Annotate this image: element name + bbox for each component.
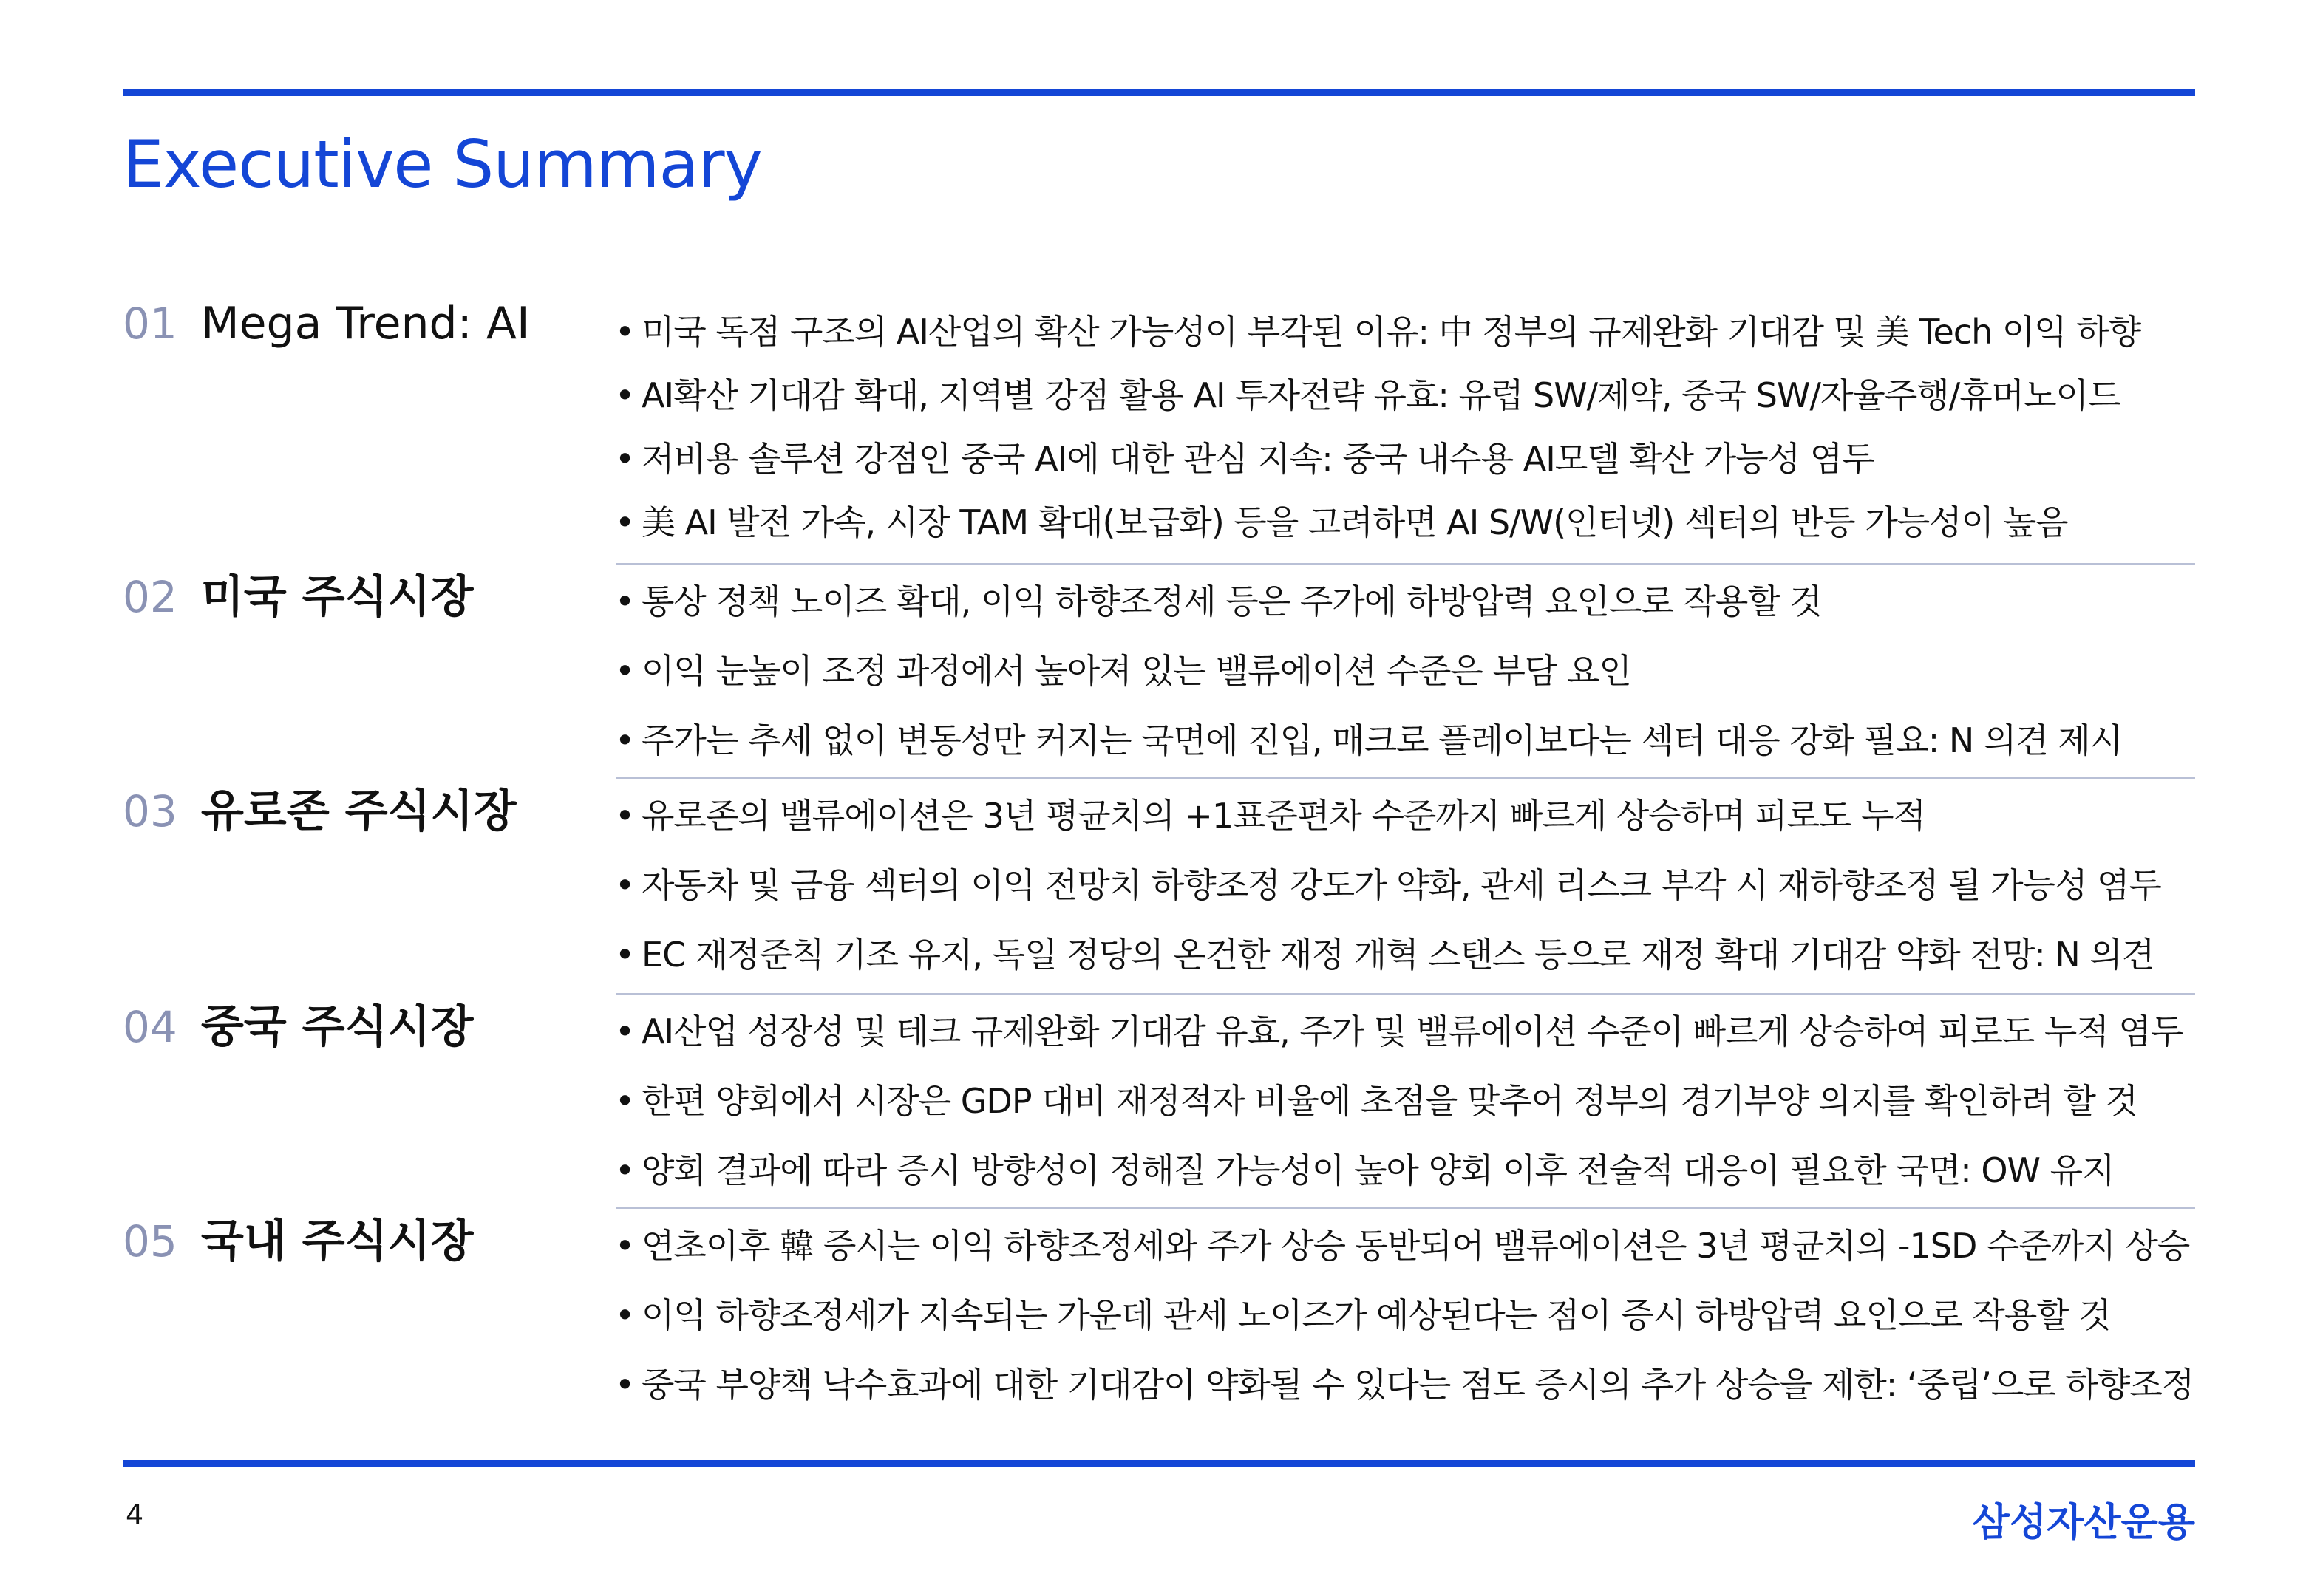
section-divider [616,563,2195,565]
bullet-item: • 자동차 및 금융 섹터의 이익 전망치 하향조정 강도가 약화, 관세 리스크 부각 시 재하향조정 될 가능성 염두 [615,856,2161,925]
brand-logo: 삼성자산운용 [1972,1501,2195,1545]
bullet-item: • AI확산 기대감 확대, 지역별 강점 활용 AI 투자전략 유효: 유럽 SW/제약, 중국 SW/자율주행/휴머노이드 [615,364,2140,427]
bottom-rule [123,1460,2195,1467]
bullet-item: • 유로존의 밸류에이션은 3년 평균치의 +1표준편차 수준까지 빠르게 상승하며 피로도 누적 [615,786,2161,856]
section-number: 02 [123,572,177,622]
bullet-item: • 주가는 추세 없이 변동성만 커지는 국면에 진입, 매크로 플레이보다는 섹터 대응 강화 필요: N 의견 제시 [615,711,2122,780]
section-divider [616,1207,2195,1209]
section-divider [616,777,2195,779]
bullet-item: • 저비용 솔루션 강점인 중국 AI에 대한 관심 지속: 중국 내수용 AI모델 확산 가능성 염두 [615,427,2140,491]
section-header [123,782,516,852]
section-number: 05 [123,1216,177,1266]
bullet-item: • 양회 결과에 따라 증시 방향성이 정해질 가능성이 높아 양회 이후 전술적 대응이 필요한 국면: OW 유지 [615,1141,2183,1210]
section-number: 01 [123,299,177,349]
section-label: 미국 주식시장 [200,571,474,623]
bullet-item: • 통상 정책 노이즈 확대, 이익 하향조정세 등은 주가에 하방압력 요인으로 작용할 것 [615,572,2122,641]
section-header [123,567,473,638]
section-label: 중국 주식시장 [200,1001,474,1053]
section-number: 03 [123,786,177,836]
bullet-item: • 한편 양회에서 시장은 GDP 대비 재정적자 비율에 초점을 맞추어 정부의 경기부양 의지를 확인하려 할 것 [615,1071,2183,1141]
section-label: 유로존 주식시장 [200,785,517,837]
bullet-list [615,1216,2194,1425]
bullet-list [615,1002,2183,1210]
section-divider [616,993,2195,995]
section-number: 04 [123,1002,177,1052]
section-label: 국내 주식시장 [200,1215,474,1267]
bullet-item: • 이익 눈높이 조정 과정에서 높아져 있는 밸류에이션 수준은 부담 요인 [615,641,2122,711]
bullet-list [615,786,2161,995]
section-header [123,1212,473,1282]
bullet-item: • 이익 하향조정세가 지속되는 가운데 관세 노이즈가 예상된다는 점이 증시 하방압력 요인으로 작용할 것 [615,1286,2194,1355]
bullet-item: • 미국 독점 구조의 AI산업의 확산 가능성이 부각된 이유: 中 정부의 규제완화 기대감 및 美 Tech 이익 하향 [615,300,2140,364]
bullet-list [615,572,2122,780]
bullet-item: • EC 재정준칙 기조 유지, 독일 정당의 온건한 재정 개혁 스탠스 등으로 재정 확대 기대감 약화 전망: N 의견 [615,925,2161,995]
bullet-list [615,300,2140,554]
bullet-item: • 중국 부양책 낙수효과에 대한 기대감이 약화될 수 있다는 점도 증시의 추가 상승을 제한: ‘중립’으로 하향조정 [615,1355,2194,1425]
bullet-item: • AI산업 성장성 및 테크 규제완화 기대감 유효, 주가 및 밸류에이션 수준이 빠르게 상승하여 피로도 누적 염두 [615,1002,2183,1071]
section-label: Mega Trend: AI [200,298,530,349]
bullet-item: • 연초이후 韓 증시는 이익 하향조정세와 주가 상승 동반되어 밸류에이션은 3년 평균치의 -1SD 수준까지 상승 [615,1216,2194,1286]
section-header [123,998,473,1068]
section-header [123,294,530,364]
page-title: Executive Summary [123,126,762,202]
page-number: 4 [126,1498,144,1531]
top-rule [123,89,2195,96]
bullet-item: • 美 AI 발전 가속, 시장 TAM 확대(보급화) 등을 고려하면 AI S/W(인터넷) 섹터의 반등 가능성이 높음 [615,491,2140,554]
